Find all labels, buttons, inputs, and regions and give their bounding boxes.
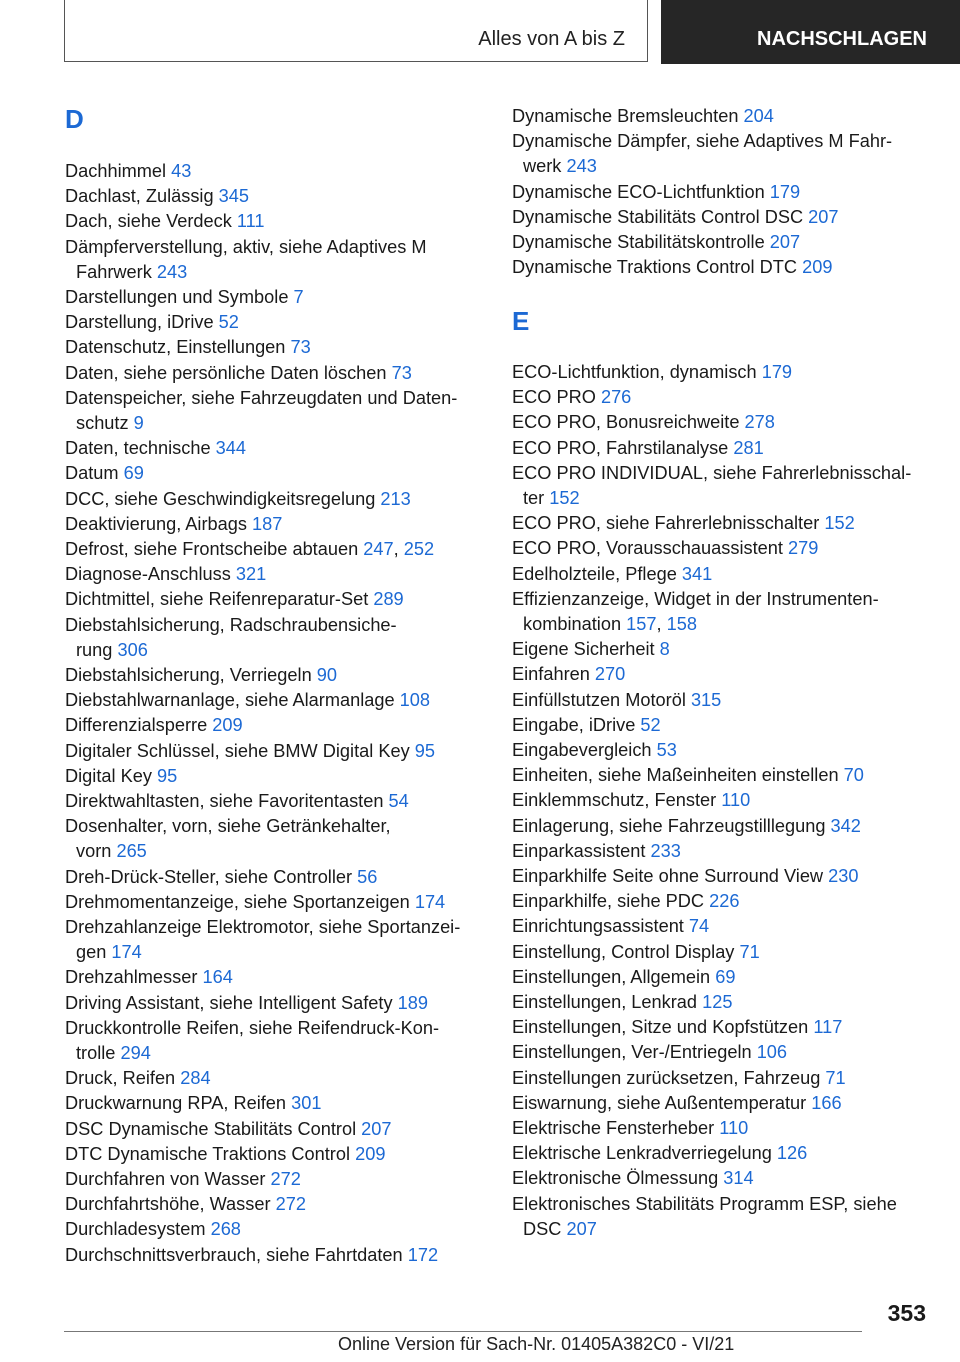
entry-term: Einstellungen zurücksetzen, Fahrzeug 71 xyxy=(512,1067,846,1088)
entry-term: Dynamische ECO-Lichtfunktion 179 xyxy=(512,181,801,202)
page-link[interactable]: 125 xyxy=(702,992,733,1012)
page-link[interactable]: 69 xyxy=(715,966,736,987)
index-entry xyxy=(65,1091,495,1116)
entry-term: ECO PRO, Fahrstilanalyse 281 xyxy=(512,437,764,458)
page-link[interactable]: 270 xyxy=(594,664,626,685)
footer-version-text: Online Version für Sach-Nr. 01405A382C0 - VI/21 xyxy=(338,1334,735,1354)
index-entry xyxy=(65,663,495,688)
index-entry xyxy=(512,965,942,990)
index-entry xyxy=(65,285,495,310)
page-link[interactable]: 289 xyxy=(373,589,404,610)
entry-term: Datenschutz, Einstellungen 73 xyxy=(65,337,311,358)
entry-term: ECO PRO INDIVIDUAL, siehe Fahrerlebnisschal- xyxy=(512,462,912,483)
index-entry xyxy=(65,1142,495,1167)
entry-term: Direktwahltasten, siehe Favoritentasten 54 xyxy=(65,791,409,811)
entry-term: Einparkhilfe Seite ohne Surround View 230 xyxy=(512,866,859,886)
page-link[interactable]: 179 xyxy=(769,181,801,202)
entry-term: Elektronisches Stabilitäts Programm ESP, siehe xyxy=(512,1193,897,1214)
entry-term: Darstellungen und Symbole 7 xyxy=(65,287,304,307)
entry-term-continuation: rung 306 xyxy=(76,639,148,660)
page-link[interactable]: 157 xyxy=(626,614,657,634)
index-entry xyxy=(65,713,495,738)
index-entry xyxy=(65,159,495,184)
entry-term: Dichtmittel, siehe Reifenreparatur-Set 289 xyxy=(65,589,404,610)
entry-term: Einklemmschutz, Fenster 110 xyxy=(512,790,751,811)
entry-term: Einlagerung, siehe Fahrzeugstilllegung 342 xyxy=(512,815,861,836)
index-entry xyxy=(512,1091,942,1116)
page-link[interactable]: 213 xyxy=(380,488,411,509)
page-link[interactable]: 321 xyxy=(235,564,267,585)
index-entry xyxy=(512,410,942,435)
index-entry xyxy=(65,915,495,965)
page-link[interactable]: 252 xyxy=(403,539,435,559)
entry-term: Dynamische Bremsleuchten 204 xyxy=(512,106,774,126)
entry-term: ECO-Lichtfunktion, dynamisch 179 xyxy=(512,362,793,382)
entry-term: Eiswarnung, siehe Außentemperatur 166 xyxy=(512,1092,842,1113)
index-entry xyxy=(65,436,495,461)
page-link[interactable]: 207 xyxy=(808,206,839,227)
page-link[interactable]: 108 xyxy=(399,690,431,711)
page-link[interactable]: 207 xyxy=(361,1118,392,1139)
entry-term-continuation: kombination 157, 158 xyxy=(523,614,697,634)
index-entry xyxy=(512,1116,942,1141)
page-link[interactable]: 172 xyxy=(407,1244,439,1265)
entry-term-continuation: vorn 265 xyxy=(76,841,147,862)
entry-term: Durchschnittsverbrauch, siehe Fahrtdaten 172 xyxy=(65,1244,439,1265)
page-link[interactable]: 301 xyxy=(291,1093,322,1114)
entry-term: Einstellungen, Sitze und Kopfstützen 117 xyxy=(512,1017,843,1038)
entry-term: Einstellungen, Lenkrad 125 xyxy=(512,992,733,1012)
page-link[interactable]: 187 xyxy=(252,513,283,534)
index-entry xyxy=(65,235,495,285)
index-entry xyxy=(512,562,942,587)
page-link[interactable]: 233 xyxy=(650,840,681,861)
index-entry xyxy=(512,180,942,205)
page-header xyxy=(0,0,960,66)
index-entry xyxy=(65,335,495,360)
index-entry xyxy=(65,184,495,209)
entry-term: Darstellung, iDrive 52 xyxy=(65,312,239,333)
entry-term: Durchfahrtshöhe, Wasser 272 xyxy=(65,1194,306,1215)
index-entry xyxy=(512,360,942,385)
entry-term: Elektronische Ölmessung 314 xyxy=(512,1168,754,1189)
entry-term: Dach, siehe Verdeck 111 xyxy=(65,211,265,232)
page-link[interactable]: 189 xyxy=(397,992,428,1013)
index-entry xyxy=(512,1166,942,1191)
index-entry xyxy=(65,991,495,1016)
page-link[interactable]: 230 xyxy=(828,866,859,886)
page-link[interactable]: 69 xyxy=(123,463,144,484)
page-link[interactable]: 226 xyxy=(709,891,740,912)
entry-term: Deaktivierung, Airbags 187 xyxy=(65,513,283,534)
index-entry xyxy=(65,587,495,612)
entry-term: Digitaler Schlüssel, siehe BMW Digital Key 95 xyxy=(65,740,435,761)
index-entry xyxy=(512,436,942,461)
entry-term: Datum 69 xyxy=(65,463,144,484)
section-title: Alles von A bis Z xyxy=(478,28,625,50)
entry-term: Einparkhilfe, siehe PDC 226 xyxy=(512,891,740,912)
entry-term: Effizienzanzeige, Widget in der Instrumenten- xyxy=(512,588,879,609)
entry-term: Elektrische Lenkradverriegelung 126 xyxy=(512,1143,808,1164)
entry-term: Elektrische Fensterheber 110 xyxy=(512,1118,749,1138)
index-entry xyxy=(512,839,942,864)
page-link[interactable]: 95 xyxy=(157,765,178,786)
page-link[interactable]: 341 xyxy=(681,563,713,584)
page-link[interactable]: 272 xyxy=(275,1194,306,1215)
entry-term: Einheiten, siehe Maßeinheiten einstellen 70 xyxy=(512,765,864,786)
section-letter: E xyxy=(512,306,530,336)
index-entry xyxy=(65,865,495,890)
entry-term: Druck, Reifen 284 xyxy=(65,1068,211,1089)
entry-term: Dynamische Dämpfer, siehe Adaptives M Fahr- xyxy=(512,131,893,152)
index-entry xyxy=(512,914,942,939)
page-link[interactable]: 209 xyxy=(355,1143,386,1164)
entry-term: Einrichtungsassistent 74 xyxy=(512,916,710,937)
index-entry xyxy=(512,587,942,637)
entry-term: Daten, siehe persönliche Daten löschen 73 xyxy=(65,362,412,383)
index-entry xyxy=(65,764,495,789)
page-link[interactable]: 111 xyxy=(236,211,265,232)
page-link[interactable]: 272 xyxy=(270,1169,301,1189)
page-link[interactable]: 71 xyxy=(739,941,760,962)
entry-term: Dosenhalter, vorn, siehe Getränkehalter, xyxy=(65,816,391,837)
index-entry xyxy=(512,814,942,839)
index-entry xyxy=(512,536,942,561)
index-entry xyxy=(512,511,942,536)
page-link[interactable]: 174 xyxy=(414,891,446,912)
index-entry xyxy=(512,230,942,255)
entry-term-continuation: DSC 207 xyxy=(523,1218,597,1239)
entry-term: Defrost, siehe Frontscheibe abtauen 247, 252 xyxy=(65,539,435,559)
entry-term-continuation: Fahrwerk 243 xyxy=(76,261,188,282)
index-entry xyxy=(512,1040,942,1065)
page-link[interactable]: 90 xyxy=(316,665,337,685)
entry-term: Einfüllstutzen Motoröl 315 xyxy=(512,689,722,710)
page-link[interactable]: 110 xyxy=(719,1118,749,1138)
entry-term: Dynamische Traktions Control DTC 209 xyxy=(512,257,833,278)
entry-term: Edelholzteile, Pflege 341 xyxy=(512,563,713,584)
page-link[interactable]: 106 xyxy=(756,1042,788,1063)
index-entry xyxy=(512,1066,942,1091)
page-number: 353 xyxy=(887,1300,926,1326)
entry-term: Dämpferverstellung, aktiv, siehe Adaptives M xyxy=(65,236,427,257)
entry-term: Eingabevergleich 53 xyxy=(512,740,677,760)
page-link[interactable]: 294 xyxy=(120,1043,151,1063)
page-link[interactable]: 281 xyxy=(733,437,764,458)
index-entry xyxy=(512,763,942,788)
entry-term: Druckkontrolle Reifen, siehe Reifendruck-Kon- xyxy=(65,1017,440,1038)
entry-term-continuation: trolle 294 xyxy=(76,1043,151,1063)
entry-term: Druckwarnung RPA, Reifen 301 xyxy=(65,1093,322,1114)
entry-term: Einfahren 270 xyxy=(512,664,626,685)
index-entry xyxy=(65,310,495,335)
entry-term: Einparkassistent 233 xyxy=(512,840,681,861)
entry-term: Diebstahlsicherung, Verriegeln 90 xyxy=(65,665,337,685)
page-link[interactable]: 207 xyxy=(769,232,801,252)
page-link[interactable]: 43 xyxy=(171,161,192,181)
index-entry xyxy=(65,1066,495,1091)
index-entry xyxy=(65,890,495,915)
entry-term: Drehmomentanzeige, siehe Sportanzeigen 174 xyxy=(65,891,446,912)
page-link[interactable]: 126 xyxy=(776,1143,808,1164)
index-entry xyxy=(512,461,942,511)
page-link[interactable]: 152 xyxy=(549,488,580,508)
page-link[interactable]: 52 xyxy=(640,714,661,735)
entry-term: Einstellungen, Allgemein 69 xyxy=(512,966,736,987)
entry-term: Daten, technische 344 xyxy=(65,438,247,459)
index-entry xyxy=(512,738,942,763)
entry-term: Diebstahlwarnanlage, siehe Alarmanlage 108 xyxy=(65,690,431,711)
index-entry xyxy=(65,789,495,814)
index-entry xyxy=(65,512,495,537)
entry-term: ECO PRO, Bonusreichweite 278 xyxy=(512,412,775,433)
entry-term: Diagnose-Anschluss 321 xyxy=(65,564,267,585)
index-entry xyxy=(65,1243,495,1268)
chapter-title: NACHSCHLAGEN xyxy=(757,27,927,50)
entry-term: Einstellung, Control Display 71 xyxy=(512,941,760,962)
index-entry xyxy=(65,386,495,436)
page-link[interactable]: 8 xyxy=(659,639,670,660)
entry-term: ECO PRO 276 xyxy=(512,387,632,408)
header-section-box xyxy=(64,0,648,62)
entry-term: Diebstahlsicherung, Radschraubensiche- xyxy=(65,614,397,635)
entry-term: ECO PRO, siehe Fahrerlebnisschalter 152 xyxy=(512,513,855,534)
page-link[interactable]: 95 xyxy=(414,740,435,761)
index-entry xyxy=(65,1192,495,1217)
entry-term-continuation: gen 174 xyxy=(76,942,142,963)
page-link[interactable]: 204 xyxy=(743,106,774,126)
footer-divider xyxy=(64,1331,862,1332)
section-letter: D xyxy=(65,104,84,134)
page-link[interactable]: 345 xyxy=(218,186,250,207)
index-entry xyxy=(512,637,942,662)
page-link[interactable]: 52 xyxy=(218,312,239,333)
entry-term-continuation: schutz 9 xyxy=(76,413,144,433)
page-link[interactable]: 74 xyxy=(688,916,710,937)
index-entry xyxy=(65,688,495,713)
entry-term: Durchfahren von Wasser 272 xyxy=(65,1169,301,1189)
page-link[interactable]: 268 xyxy=(210,1219,241,1240)
entry-term: Durchladesystem 268 xyxy=(65,1219,241,1240)
entry-term: Differenzialsperre 209 xyxy=(65,715,243,736)
page-link[interactable]: 152 xyxy=(824,513,855,534)
page-link[interactable]: 73 xyxy=(290,337,311,358)
entry-term: Digital Key 95 xyxy=(65,765,178,786)
entry-term-continuation: ter 152 xyxy=(523,488,580,508)
page-link[interactable]: 342 xyxy=(830,815,861,836)
index-entry xyxy=(512,990,942,1015)
page-link[interactable]: 207 xyxy=(566,1218,597,1239)
index-entry xyxy=(512,104,942,129)
entry-term: Datenspeicher, siehe Fahrzeugdaten und Daten- xyxy=(65,387,458,408)
entry-term: Drehzahlmesser 164 xyxy=(65,967,233,988)
index-entry xyxy=(512,889,942,914)
entry-term: Eingabe, iDrive 52 xyxy=(512,714,661,735)
page-link[interactable]: 265 xyxy=(116,841,147,862)
page-link[interactable]: 276 xyxy=(600,387,632,408)
page-link[interactable]: 56 xyxy=(357,866,378,887)
page-link[interactable]: 166 xyxy=(811,1092,842,1113)
index-entry xyxy=(512,1141,942,1166)
page-link[interactable]: 209 xyxy=(802,257,833,278)
page-link[interactable]: 158 xyxy=(666,614,697,634)
entry-term: Dynamische Stabilitäts Control DSC 207 xyxy=(512,206,839,227)
index-entry xyxy=(512,205,942,230)
page-link[interactable]: 314 xyxy=(723,1168,754,1189)
entry-term: DCC, siehe Geschwindigkeitsregelung 213 xyxy=(65,488,411,509)
chapter-tab[interactable] xyxy=(661,0,960,64)
page-link[interactable]: 284 xyxy=(180,1068,211,1089)
index-entry xyxy=(65,361,495,386)
page-link[interactable]: 344 xyxy=(215,438,247,459)
index-entry xyxy=(512,940,942,965)
index-entry xyxy=(65,487,495,512)
index-entry xyxy=(512,385,942,410)
index-entry xyxy=(512,1015,942,1040)
page-link[interactable]: 315 xyxy=(690,689,722,710)
entry-term: Dreh-Drück-Steller, siehe Controller 56 xyxy=(65,866,378,887)
entry-term: Dachlast, Zulässig 345 xyxy=(65,186,250,207)
index-entry xyxy=(65,562,495,587)
index-entry xyxy=(512,1192,942,1242)
page-link[interactable]: 174 xyxy=(111,942,142,963)
index-entry xyxy=(65,461,495,486)
page-link[interactable]: 247 xyxy=(363,539,394,559)
page-link[interactable]: 279 xyxy=(787,538,819,559)
index-entry xyxy=(65,1016,495,1066)
index-entry xyxy=(512,788,942,813)
page-link[interactable]: 54 xyxy=(388,791,409,811)
index-entry xyxy=(512,688,942,713)
page-link[interactable]: 70 xyxy=(843,765,864,786)
page-link[interactable]: 243 xyxy=(566,156,597,177)
page-link[interactable]: 110 xyxy=(721,790,751,811)
index-entry xyxy=(65,537,495,562)
page-link[interactable]: 209 xyxy=(212,715,243,736)
index-entry xyxy=(512,255,942,280)
page-link[interactable]: 179 xyxy=(761,362,793,382)
page-link[interactable]: 117 xyxy=(813,1017,843,1038)
page-link[interactable]: 243 xyxy=(156,261,188,282)
page-link[interactable]: 71 xyxy=(825,1067,846,1088)
index-entry xyxy=(65,814,495,864)
entry-term: Dachhimmel 43 xyxy=(65,161,192,181)
index-entry xyxy=(65,209,495,234)
page-link[interactable]: 73 xyxy=(391,362,412,383)
page-link[interactable]: 164 xyxy=(202,967,233,988)
index-entry xyxy=(512,662,942,687)
index-entry xyxy=(65,1167,495,1192)
entry-term-continuation: werk 243 xyxy=(523,156,597,177)
page-link[interactable]: 306 xyxy=(117,639,148,660)
index-entry xyxy=(65,739,495,764)
entry-term: Einstellungen, Ver-/Entriegeln 106 xyxy=(512,1042,788,1063)
index-entry xyxy=(512,129,942,179)
page-link[interactable]: 53 xyxy=(656,740,677,760)
entry-term: ECO PRO, Vorausschauassistent 279 xyxy=(512,538,819,559)
index-entry xyxy=(512,864,942,889)
index-entry xyxy=(65,1117,495,1142)
entry-term: DSC Dynamische Stabilitäts Control 207 xyxy=(65,1118,392,1139)
index-entry xyxy=(512,713,942,738)
page-link[interactable]: 278 xyxy=(744,412,775,433)
entry-term: Dynamische Stabilitätskontrolle 207 xyxy=(512,232,801,252)
entry-term: DTC Dynamische Traktions Control 209 xyxy=(65,1143,386,1164)
index-entry xyxy=(65,613,495,663)
page-link[interactable]: 9 xyxy=(133,413,144,433)
entry-term: Eigene Sicherheit 8 xyxy=(512,639,670,660)
index-entry xyxy=(65,1217,495,1242)
entry-term: Drehzahlanzeige Elektromotor, siehe Sportanzei- xyxy=(65,917,461,937)
page-link[interactable]: 7 xyxy=(293,287,304,307)
index-entry xyxy=(65,965,495,990)
entry-term: Driving Assistant, siehe Intelligent Safety 189 xyxy=(65,992,428,1013)
